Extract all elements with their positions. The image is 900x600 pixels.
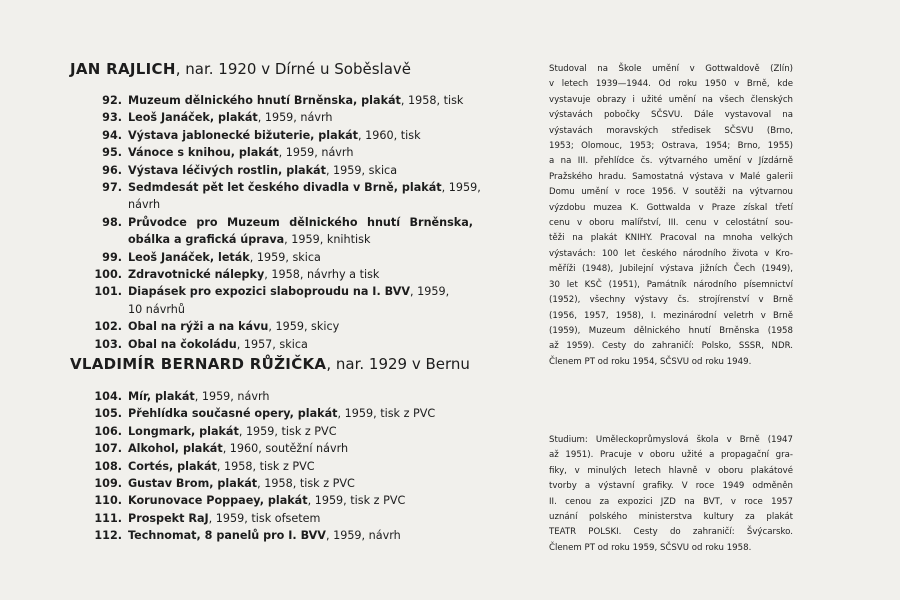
work-description — [128, 249, 473, 266]
works-list-rajlich — [70, 92, 490, 353]
biography-line: Studium: Uměleckoprůmyslová škola v Brně (1947 — [549, 435, 793, 445]
work-description — [128, 510, 473, 527]
biography-line: měříži (1948), Jubilejní výstava jižních Čech (1949), — [549, 264, 793, 275]
biography-line: vystavuje obrazy i užité umění na všech členských — [549, 94, 793, 105]
works-list-ruzicka — [70, 388, 490, 545]
work-details: , 1958, tisk z PVC — [216, 459, 315, 473]
work-title: Obal na čokoládu — [128, 337, 237, 351]
work-number: 92. — [102, 94, 122, 107]
work-line — [128, 510, 473, 527]
biography-line: tvorby a výstavní grafiky. V roce 1949 odměněn — [549, 481, 793, 492]
work-description — [128, 266, 473, 283]
work-description — [128, 405, 473, 422]
work-title: Cortés, plakát — [128, 459, 217, 473]
work-line — [128, 458, 473, 475]
biography-line: výstavách pobočky SČSVU. Dále vystavoval na — [549, 110, 793, 121]
work-line — [128, 301, 473, 318]
work-details: , 1959, — [441, 181, 481, 195]
work-title: Výstava jablonecké bižuterie, plakát — [128, 128, 359, 142]
work-description — [128, 283, 473, 318]
work-number: 98. — [102, 215, 122, 229]
work-title: Muzeum dělnického hnutí Brněnska, plakát — [128, 94, 401, 107]
biography-rajlich — [549, 62, 793, 370]
work-title: Mír, plakát — [128, 390, 195, 403]
work-title: Leoš Janáček, plakát — [128, 111, 258, 125]
work-item — [70, 249, 490, 266]
work-description — [128, 475, 473, 492]
artist-birth-info: , nar. 1929 v Bernu — [326, 355, 470, 373]
work-description — [128, 127, 473, 144]
work-line — [128, 318, 473, 335]
work-details: , 1959, knihtisk — [284, 233, 371, 247]
work-details: , 1960, soutěžní návrh — [222, 442, 349, 456]
work-item — [70, 388, 490, 405]
work-details: , 1959, tisk z PVC — [238, 424, 337, 438]
work-details: , 1960, tisk — [358, 128, 421, 142]
work-number: 101. — [94, 285, 122, 299]
work-number: 97. — [102, 181, 122, 195]
work-description — [128, 492, 473, 509]
work-title: Sedmdesát pět let českého divadla v Brně, plakát — [128, 181, 442, 195]
work-title: Zdravotnické nálepky — [128, 268, 265, 282]
work-details: , 1958, tisk — [400, 94, 464, 107]
work-details: , 1959, — [410, 285, 450, 299]
work-item — [70, 318, 490, 335]
work-line — [128, 440, 473, 457]
work-line — [128, 196, 473, 213]
biography-line: (1956, 1957, 1958), I. mezinárodní veletrh v Brně — [549, 310, 793, 321]
biography-line: 1953; Olomouc, 1953; Ostrava, 1954; Brno, 1955) — [549, 141, 793, 152]
work-number: 111. — [94, 511, 122, 525]
work-line — [128, 475, 473, 492]
artist-birth-info: , nar. 1920 v Dírné u Soběslavě — [175, 60, 411, 78]
work-details: návrh — [128, 198, 161, 212]
biography-line: až 1959). Cesty do zahraničí: Polsko, SSSR, NDR. — [549, 341, 793, 352]
work-item — [70, 527, 490, 544]
work-number: 106. — [94, 424, 122, 438]
work-item — [70, 162, 490, 179]
work-line — [128, 231, 473, 248]
work-title: obálka a grafická úprava — [128, 233, 285, 247]
biography-line: 30 let KSČ (1951), Památník národního písemnictví — [549, 279, 793, 290]
work-number: 102. — [94, 320, 122, 334]
work-title: Longmark, plakát — [128, 424, 239, 438]
work-description — [128, 179, 481, 214]
work-number: 105. — [94, 407, 122, 421]
work-number: 96. — [102, 163, 122, 177]
artist-heading-rajlich — [70, 60, 411, 78]
work-details: , 1959, tisk ofsetem — [208, 511, 321, 525]
work-number: 109. — [94, 477, 122, 491]
biography-line: těži na plakát KNIHY. Pracoval na mnoha velkých — [549, 233, 793, 244]
work-number: 107. — [94, 442, 122, 456]
artist-heading-ruzicka — [70, 355, 470, 373]
work-item — [70, 423, 490, 440]
work-description — [128, 214, 473, 249]
work-title: Korunovace Poppaey, plakát — [128, 494, 308, 508]
work-line — [128, 492, 473, 509]
artist-name: JAN RAJLICH — [70, 60, 176, 78]
work-item — [70, 214, 490, 249]
biography-line: až 1951). Pracuje v oboru užité a propagační gra- — [549, 450, 793, 461]
work-details: , 1959, návrh — [194, 390, 270, 403]
work-title: Gustav Brom, plakát — [128, 477, 258, 491]
biography-line: (1952), všechny výstavy čs. strojírenství v Brně — [549, 295, 793, 306]
work-line — [128, 214, 473, 231]
work-details: 10 návrhů — [128, 302, 185, 316]
biography-line: Členem PT od roku 1959, SČSVU od roku 1958. — [549, 542, 752, 553]
work-title: Obal na rýži a na kávu — [128, 320, 269, 334]
work-line — [128, 527, 473, 544]
artist-name: VLADIMÍR BERNARD RŮŽIČKA — [70, 355, 327, 373]
work-number: 93. — [102, 111, 122, 125]
work-title: Průvodce pro Muzeum dělnického hnutí Brněnska, — [128, 215, 473, 229]
work-number: 108. — [94, 459, 122, 473]
work-item — [70, 127, 490, 144]
biography-ruzicka — [549, 433, 793, 556]
work-line — [128, 127, 473, 144]
work-description — [128, 92, 473, 109]
work-details: , 1959, návrh — [278, 146, 354, 160]
work-number: 94. — [102, 128, 122, 142]
biography-line: výstavách: 100 let českého národního života v Kro- — [549, 248, 793, 259]
biography-line: Studoval na Škole umění v Gottwaldově (Zlín) — [549, 64, 793, 74]
work-line — [128, 405, 473, 422]
work-line — [128, 109, 473, 126]
work-line — [128, 162, 473, 179]
biography-line: fiky, v minulých letech hlavně v oboru plakátové — [549, 465, 793, 476]
biography-line: (1959), Muzeum dělnického hnutí Brněnska (1958 — [549, 325, 793, 336]
biography-line: výzdobu muzea K. Gottwalda v Praze získal třetí — [549, 202, 793, 213]
work-title: Přehlídka současné opery, plakát — [128, 407, 338, 421]
work-item — [70, 336, 490, 353]
biography-line: II. cenou za expozici JZD na BVT, v roce 1957 — [549, 496, 793, 507]
work-description — [128, 458, 473, 475]
work-item — [70, 266, 490, 283]
biography-line: výstavách moravských středisek SČSVU (Brno, — [549, 125, 793, 136]
work-number: 103. — [94, 337, 122, 351]
work-item — [70, 440, 490, 457]
work-description — [128, 527, 473, 544]
biography-line: Domu umění v roce 1956. V soutěži na výtvarnou — [549, 187, 793, 198]
work-line — [128, 92, 473, 109]
work-details: , 1959, tisk z PVC — [307, 494, 406, 508]
work-description — [128, 144, 473, 161]
work-title: Leoš Janáček, leták — [128, 250, 250, 264]
biography-line: a na III. přehlídce čs. výtvarného umění v Jízdárně — [549, 156, 793, 167]
biography-line: TEATR POLSKI. Cesty do zahraničí: Švýcarsko. — [549, 527, 793, 538]
work-item — [70, 492, 490, 509]
work-title: Vánoce s knihou, plakát — [128, 146, 279, 160]
work-description — [128, 440, 473, 457]
work-title: Diapásek pro expozici slaboproudu na I. BVV — [128, 285, 411, 299]
work-line — [128, 249, 473, 266]
work-item — [70, 283, 490, 318]
work-description — [128, 388, 473, 405]
work-item — [70, 510, 490, 527]
work-description — [128, 336, 473, 353]
work-title: Alkohol, plakát — [128, 442, 223, 456]
work-description — [128, 162, 473, 179]
work-number: 112. — [94, 529, 122, 543]
work-number: 104. — [94, 390, 122, 403]
biography-line: Pražského hradu. Samostatná výstava v Malé galerii — [549, 171, 793, 182]
biography-line: uznání polského ministerstva kultury za plakát — [549, 512, 793, 523]
biography-line: Členem PT od roku 1954, SČSVU od roku 1949. — [549, 356, 752, 367]
work-item — [70, 109, 490, 126]
work-details: , 1959, návrh — [325, 529, 401, 543]
work-title: Výstava léčivých rostlin, plakát — [128, 163, 326, 177]
work-title: Technomat, 8 panelů pro I. BVV — [128, 529, 326, 543]
work-item — [70, 405, 490, 422]
work-number: 100. — [94, 268, 122, 282]
work-details: , 1957, skica — [236, 337, 308, 351]
work-line — [128, 388, 473, 405]
work-item — [70, 144, 490, 161]
work-details: , 1959, návrh — [257, 111, 333, 125]
work-details: , 1958, tisk z PVC — [257, 477, 355, 491]
work-line — [128, 144, 473, 161]
work-line — [128, 423, 473, 440]
biography-line: cenu v oboru malířství, III. cenu v celostátní sou- — [549, 218, 793, 229]
work-line — [128, 336, 473, 353]
work-details: , 1958, návrhy a tisk — [264, 268, 380, 282]
work-description — [128, 318, 473, 335]
work-details: , 1959, skica — [325, 163, 398, 177]
work-item — [70, 179, 490, 214]
work-line — [128, 179, 481, 196]
work-details: , 1959, tisk z PVC — [337, 407, 436, 421]
work-item — [70, 475, 490, 492]
work-details: , 1959, skicy — [268, 320, 340, 334]
work-item — [70, 458, 490, 475]
work-line — [128, 283, 473, 300]
work-description — [128, 423, 473, 440]
work-number: 99. — [102, 250, 122, 264]
work-number: 110. — [94, 494, 122, 508]
work-line — [128, 266, 473, 283]
biography-line: v letech 1939—1944. Od roku 1950 v Brně, kde — [549, 79, 793, 90]
work-number: 95. — [102, 146, 122, 160]
work-details: , 1959, skica — [249, 250, 321, 264]
work-description — [128, 109, 473, 126]
work-title: Prospekt RaJ — [128, 511, 209, 525]
work-item — [70, 92, 490, 109]
